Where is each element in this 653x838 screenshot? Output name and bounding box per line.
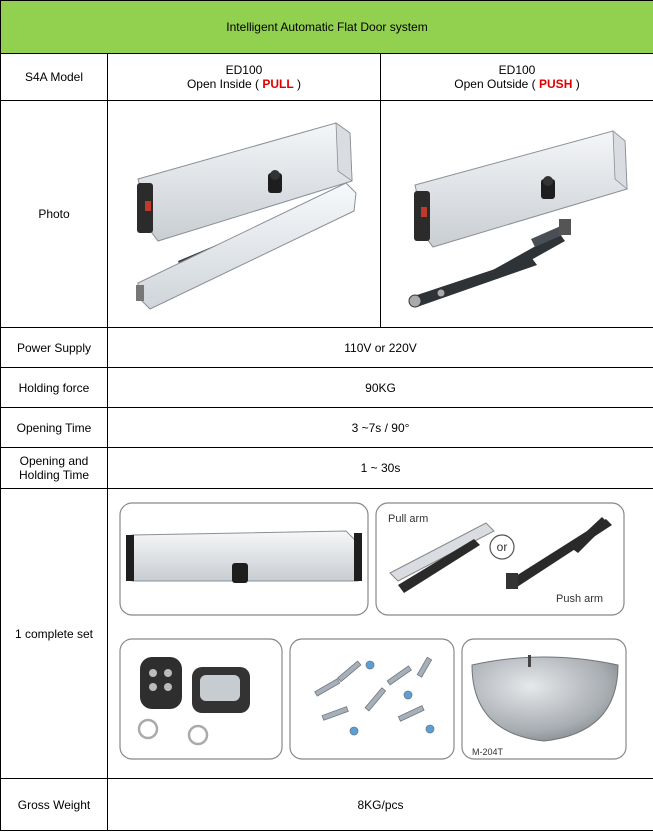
spec-row-opening-time — [1, 408, 653, 448]
table-title: Intelligent Automatic Flat Door system — [1, 1, 653, 54]
model-row — [1, 54, 653, 101]
photo-label: Photo — [1, 101, 108, 328]
model-pull-cell — [108, 54, 381, 101]
photo-row — [1, 101, 653, 328]
push-arm-label: Push arm — [556, 593, 604, 605]
set-cell — [108, 489, 653, 779]
set-label: 1 complete set — [1, 489, 108, 779]
holding-time-label-line1: Opening and — [19, 454, 89, 468]
push-mode: PUSH — [539, 77, 573, 91]
model-label: S4A Model — [1, 54, 108, 101]
weight-row — [1, 779, 653, 831]
weight-label: Gross Weight — [1, 779, 108, 831]
holding-time-value: 1 ~ 30s — [108, 448, 653, 489]
pull-desc-text: Open Inside ( — [186, 77, 263, 91]
set-row — [1, 489, 653, 779]
pull-arm-label: Pull arm — [388, 513, 429, 525]
spec-row-holding-time — [1, 448, 653, 489]
photo-push-cell — [381, 101, 653, 328]
pull-mode: PULL — [262, 77, 294, 91]
holding-time-label — [1, 448, 108, 489]
opening-time-label: Opening Time — [1, 408, 108, 448]
model-pull-desc — [108, 77, 380, 91]
spec-row-power — [1, 328, 653, 368]
holding-force-value: 90KG — [108, 368, 653, 408]
push-desc-end: ) — [572, 77, 580, 91]
photo-pull-cell — [108, 101, 381, 328]
title-row — [1, 1, 653, 54]
push-desc-text: Open Outside ( — [454, 77, 540, 91]
opening-time-value: 3 ~7s / 90° — [108, 408, 653, 448]
model-push-name: ED100 — [498, 63, 536, 77]
sensor-model-label: M-204T — [472, 747, 504, 757]
pull-opener-image — [108, 101, 380, 327]
model-pull-name: ED100 — [225, 63, 263, 77]
spec-row-holding-force — [1, 368, 653, 408]
pull-desc-end: ) — [293, 77, 302, 91]
power-value: 110V or 220V — [108, 328, 653, 368]
power-label: Power Supply — [1, 328, 108, 368]
model-push-desc — [381, 77, 653, 91]
or-label: or — [496, 540, 508, 554]
push-opener-image — [381, 101, 653, 327]
model-push-cell — [381, 54, 653, 101]
holding-force-label: Holding force — [1, 368, 108, 408]
complete-set-image — [108, 489, 653, 778]
weight-value: 8KG/pcs — [108, 779, 653, 831]
holding-time-label-line2: Holding Time — [18, 468, 90, 482]
